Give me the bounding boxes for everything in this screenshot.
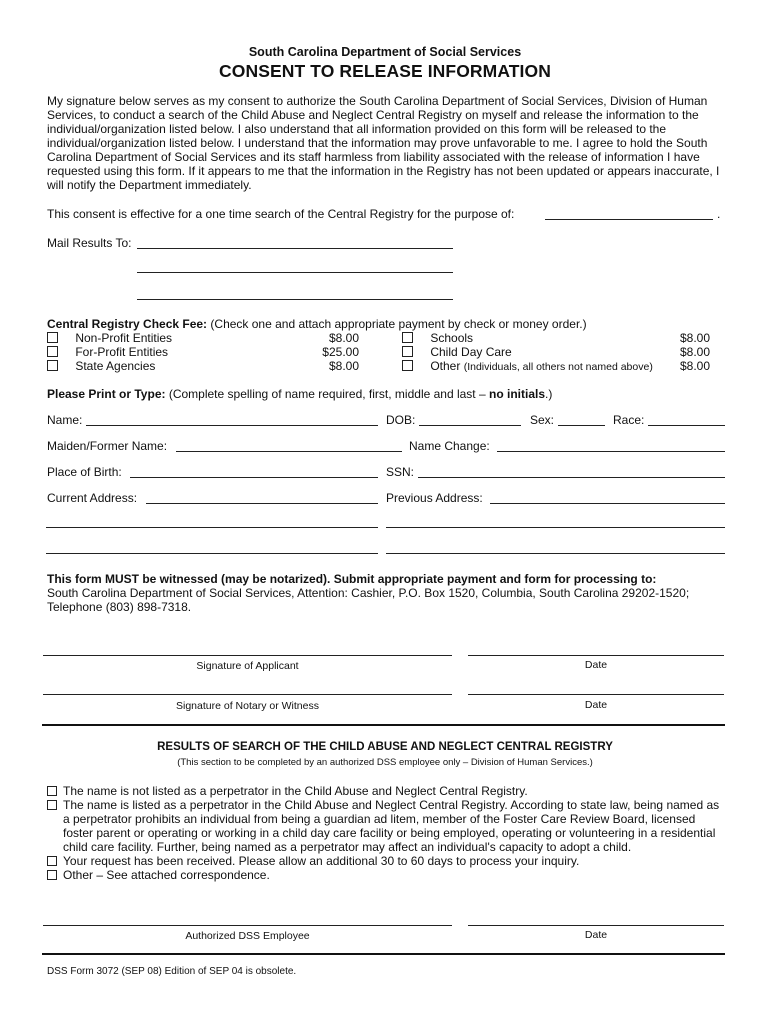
mail-line-1[interactable] (137, 248, 453, 249)
fee-price: $8.00 (679, 345, 710, 359)
checkbox-icon[interactable] (47, 346, 58, 357)
fee-label: Other (430, 359, 461, 373)
checkbox-icon[interactable] (402, 332, 413, 343)
applicant-date-label: Date (584, 659, 608, 671)
consent-paragraph: My signature below serves as my consent to authorize the South Carolina Department of Social Services, Division of Human Services, to conduct a search of the Child Abuse and Neglect Central Registry on myself and release the information to the individual/organization listed below. I also understand that all information provided on this form will be released to the individual/organization listed below. I understand that the information may prove unfavorable to me. I agree to hold the South Carolina Department of Social Services and its staff harmless from liability associated with the release of information I have requested using this form. If it appears to me that the information in the Registry has not been updated or appears inaccurate, I will notify the Department immediately. (47, 94, 720, 192)
checkbox-icon[interactable] (47, 856, 57, 866)
sex-label: Sex: (530, 413, 555, 427)
checkbox-icon[interactable] (47, 870, 57, 880)
employee-date-line[interactable] (468, 925, 724, 926)
previous-address-label: Previous Address: (386, 491, 483, 505)
notary-signature-label: Signature of Notary or Witness (176, 700, 319, 712)
mail-line-3[interactable] (137, 299, 453, 300)
previous-address-line-2[interactable] (386, 527, 725, 528)
fee-option-nonprofit[interactable] (47, 331, 359, 345)
maiden-label: Maiden/Former Name: (47, 439, 168, 453)
fee-label: Child Day Care (430, 345, 512, 359)
notary-date-line[interactable] (468, 694, 724, 695)
checkbox-icon[interactable] (47, 332, 58, 343)
witness-heading: This form MUST be witnessed (may be notarized). Submit appropriate payment and form for processing to: (47, 572, 657, 586)
name-label: Name: (47, 413, 83, 427)
result-option-other[interactable] (47, 868, 725, 882)
race-label: Race: (613, 413, 645, 427)
current-address-line-2[interactable] (46, 527, 378, 528)
checkbox-icon[interactable] (402, 360, 413, 371)
dob-label: DOB: (386, 413, 416, 427)
results-options (47, 784, 725, 882)
mail-line-2[interactable] (137, 272, 453, 273)
maiden-field[interactable] (176, 451, 402, 452)
ssn-label: SSN: (386, 465, 415, 479)
checkbox-icon[interactable] (402, 346, 413, 357)
fee-label: Non-Profit Entities (75, 331, 173, 345)
print-heading-row (47, 387, 552, 401)
result-option-listed[interactable] (47, 798, 725, 854)
notary-signature-line[interactable] (43, 694, 452, 695)
form-footer: DSS Form 3072 (SEP 08) Edition of SEP 04 is obsolete. (47, 966, 297, 977)
birth-place-field[interactable] (130, 477, 378, 478)
current-address-line-3[interactable] (46, 553, 378, 554)
name-field[interactable] (86, 425, 378, 426)
birth-place-label: Place of Birth: (47, 465, 122, 479)
fee-option-other[interactable] (402, 359, 710, 374)
checkbox-icon[interactable] (47, 360, 58, 371)
section-divider (42, 724, 725, 726)
fee-label: For-Profit Entities (75, 345, 169, 359)
fee-option-schools[interactable] (402, 331, 710, 345)
fee-instruction: (Check one and attach appropriate payment by check or money order.) (210, 317, 587, 331)
ssn-field[interactable] (418, 477, 725, 478)
results-subheading: (This section to be completed by an authorized DSS employee only – Division of Human Services.) (177, 757, 593, 768)
applicant-signature-label: Signature of Applicant (196, 660, 299, 672)
fee-price: $25.00 (322, 345, 359, 359)
print-instruction: (Complete spelling of name required, first, middle and last – (168, 387, 486, 401)
submit-phone: Telephone (803) 898-7318. (47, 600, 192, 614)
purpose-period: . (717, 207, 721, 221)
checkbox-icon[interactable] (47, 800, 57, 810)
previous-address-line-3[interactable] (386, 553, 725, 554)
name-change-field[interactable] (497, 451, 725, 452)
fee-price: $8.00 (328, 359, 359, 373)
result-option-text: The name is not listed as a perpetrator in the Child Abuse and Neglect Central Registry. (63, 784, 528, 798)
employee-signature-label: Authorized DSS Employee (185, 930, 310, 942)
result-option-not-listed[interactable] (47, 784, 725, 798)
fee-price: $8.00 (328, 331, 359, 345)
dob-field[interactable] (419, 425, 521, 426)
applicant-signature-line[interactable] (43, 655, 452, 656)
fee-price: $8.00 (679, 331, 710, 345)
fee-label: Schools (430, 331, 474, 345)
checkbox-icon[interactable] (47, 786, 57, 796)
fee-note: (Individuals, all others not named above) (463, 361, 653, 373)
notary-date-label: Date (584, 699, 608, 711)
mail-label: Mail Results To: (47, 236, 132, 250)
fee-price: $8.00 (679, 359, 710, 373)
fee-option-daycare[interactable] (402, 345, 710, 359)
print-end: .) (545, 387, 553, 401)
result-option-text: The name is listed as a perpetrator in the Child Abuse and Neglect Central Registry. According to state law, being named as a perpetrator prohibits an individual from being a guardian ad litem, member of the Foster Care Review Board, licensed foster parent or operating or working in a child day care facility or being employed, operating or volunteering in a residential child care facility. Further, being named as a perpetrator may affect an individual's capacity to adopt a child. (63, 798, 720, 854)
result-option-text: Other – See attached correspondence. (63, 868, 270, 882)
current-address-label: Current Address: (47, 491, 138, 505)
fee-option-forprofit[interactable] (47, 345, 359, 359)
fee-label: State Agencies (75, 359, 156, 373)
name-change-label: Name Change: (409, 439, 490, 453)
result-option-text: Your request has been received. Please allow an additional 30 to 60 days to process your inquiry. (63, 854, 580, 868)
fee-option-state[interactable] (47, 359, 359, 373)
footer-divider (42, 953, 725, 955)
submit-address: South Carolina Department of Social Services, Attention: Cashier, P.O. Box 1520, Columbia, South Carolina 29202-1520; (47, 586, 690, 600)
current-address-field[interactable] (146, 503, 378, 504)
sex-field[interactable] (558, 425, 605, 426)
result-option-received[interactable] (47, 854, 725, 868)
race-field[interactable] (648, 425, 725, 426)
agency-name: South Carolina Department of Social Services (248, 45, 522, 59)
fee-heading: Central Registry Check Fee: (47, 317, 208, 331)
results-heading: RESULTS OF SEARCH OF THE CHILD ABUSE AND NEGLECT CENTRAL REGISTRY (157, 741, 613, 753)
purpose-label: This consent is effective for a one time search of the Central Registry for the purpose of: (47, 207, 515, 221)
no-initials: no initials (489, 387, 546, 401)
form-title: CONSENT TO RELEASE INFORMATION (219, 61, 551, 81)
applicant-date-line[interactable] (468, 655, 724, 656)
fee-heading-row (47, 317, 587, 331)
previous-address-field[interactable] (490, 503, 725, 504)
print-heading: Please Print or Type: (47, 387, 166, 401)
purpose-field[interactable] (545, 219, 713, 220)
employee-signature-line[interactable] (43, 925, 452, 926)
employee-date-label: Date (584, 929, 608, 941)
